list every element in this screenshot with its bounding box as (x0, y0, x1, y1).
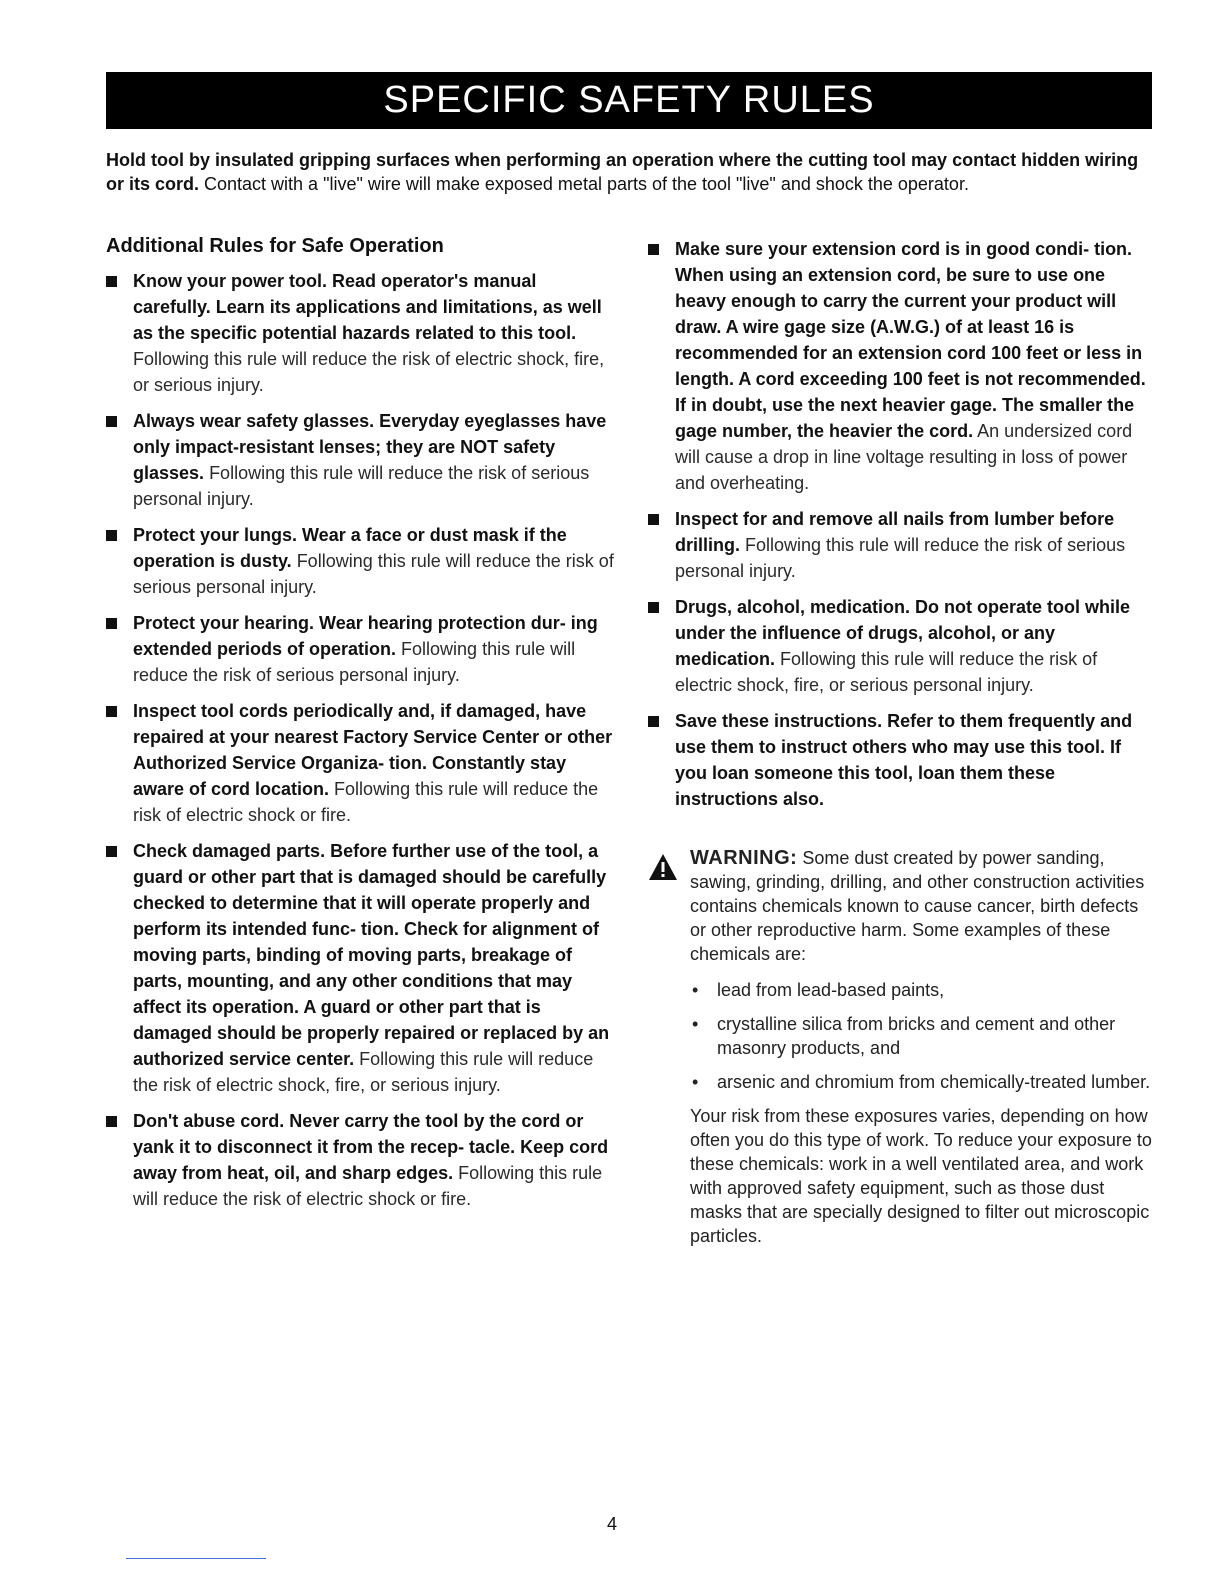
list-item (690, 1012, 1152, 1060)
list-item-text: crystalline silica from bricks and cement and other masonry products, and (717, 1014, 1116, 1058)
square-bullet-icon (648, 244, 659, 255)
left-column (106, 232, 614, 1222)
warning-triangle-icon (648, 852, 678, 882)
rule-item (106, 610, 614, 688)
page-title-banner (106, 72, 1152, 129)
square-bullet-icon (106, 706, 117, 717)
square-bullet-icon (106, 530, 117, 541)
rule-normal: Following this rule will reduce the risk of serious personal injury. (675, 535, 1126, 581)
rule-bold: Protect your lungs. Wear a face or dust mask if the operation is dusty. (133, 525, 567, 571)
rule-bold: Protect your hearing. Wear hearing protection dur- ing extended periods of operation. (133, 613, 598, 659)
rule-item (106, 838, 614, 1098)
section-heading: Additional Rules for Safe Operation (106, 235, 444, 257)
rule-item (648, 236, 1152, 496)
square-bullet-icon (648, 716, 659, 727)
rule-bold: Always wear safety glasses. Everyday eyeglasses have only impact-resistant lenses; they are NOT safety glasses. (133, 411, 607, 483)
square-bullet-icon (648, 514, 659, 525)
square-bullet-icon (106, 846, 117, 857)
right-column (648, 236, 1152, 1248)
rule-bold: Drugs, alcohol, medication. Do not operate tool while under the influence of drugs, alcohol, or any medication. (675, 597, 1131, 669)
rule-normal: Following this rule will reduce the risk of electric shock, fire, or serious injury. (133, 1049, 594, 1095)
rule-item (648, 594, 1152, 698)
rule-item (648, 506, 1152, 584)
rule-item (106, 268, 614, 398)
rule-normal: Following this rule will reduce the risk of serious personal injury. (133, 551, 614, 597)
list-item (690, 1070, 1152, 1094)
rule-item (106, 698, 614, 828)
rule-bold: Inspect tool cords periodically and, if damaged, have repaired at your nearest Factory Service Center or other Authorized Service Organiza- tion. Constantly stay aware of cord location. (133, 701, 613, 799)
warning-list (690, 978, 1152, 1094)
square-bullet-icon (106, 618, 117, 629)
dot-bullet-icon: • (692, 980, 699, 1000)
rule-bold: Make sure your extension cord is in good condi- tion. When using an extension cord, be sure to use one heavy enough to carry the current your product will draw. A wire gage size (A.W.G.) of at least 16 is recommended for an extension cord 100 feet or less in length. A cord exceeding 100 feet is not recommended. If in doubt, use the next heavier gage. The smaller the gage number, the heavier the cord. (675, 239, 1146, 441)
intro-paragraph (106, 148, 1146, 196)
rule-item (648, 708, 1152, 812)
square-bullet-icon (106, 1116, 117, 1127)
rule-normal: Following this rule will reduce the risk of electric shock, fire, or serious injury. (133, 349, 605, 395)
rule-item (106, 522, 614, 600)
square-bullet-icon (106, 276, 117, 287)
rule-bold: Don't abuse cord. Never carry the tool by the cord or yank it to disconnect it from the recep- tacle. Keep cord away from heat, oil, and sharp edges. (133, 1111, 609, 1183)
rule-normal: An undersized cord will cause a drop in line voltage resulting in loss of power and overheating. (675, 421, 1133, 493)
dot-bullet-icon: • (692, 1014, 699, 1034)
rule-bold: Inspect for and remove all nails from lumber before drilling. (675, 509, 1115, 555)
intro-bold: Hold tool by insulated gripping surfaces when performing an operation where the cutting tool may contact hidden wiring or its cord. (106, 150, 1139, 194)
rule-bold: Know your power tool. Read operator's manual carefully. Learn its applications and limitations, as well as the specific potential hazards related to this tool. (133, 271, 602, 343)
rule-normal: Following this rule will reduce the risk of electric shock or fire. (133, 779, 599, 825)
intro-normal: Contact with a "live" wire will make exposed metal parts of the tool "live" and shock the operator. (199, 174, 969, 194)
square-bullet-icon (648, 602, 659, 613)
rule-normal: Following this rule will reduce the risk of electric shock or fire. (133, 1163, 603, 1209)
list-item-text: arsenic and chromium from chemically-treated lumber. (717, 1072, 1151, 1092)
rule-item (106, 1108, 614, 1212)
rule-normal: Following this rule will reduce the risk of serious personal injury. (133, 639, 576, 685)
warning-closing: Your risk from these exposures varies, depending on how often you do this type of work. To reduce your exposure to these chemicals: work in a well ventilated area, and work with approved safety equipment, such as those dust masks that are specially designed to filter out microscopic particles. (690, 1106, 1152, 1246)
square-bullet-icon (106, 416, 117, 427)
rule-item (106, 408, 614, 512)
rule-bold: Check damaged parts. Before further use of the tool, a guard or other part that is damaged should be carefully checked to determine that it will operate properly and perform its intended func- tion. Check for alignment of moving parts, binding of moving parts, breakage of parts, mounting, and any other conditions that may affect its operation. A guard or other part that is damaged should be properly repaired or replaced by an authorized service center. (133, 841, 610, 1069)
warning-text: Some dust created by power sanding, sawing, grinding, drilling, and other construction activities contains chemicals known to cause cancer, birth defects or other reproductive harm. Some examples of these chemicals are: (690, 848, 1145, 964)
warning-label: WARNING: (690, 847, 798, 869)
page-title: SPECIFIC SAFETY RULES (383, 79, 875, 121)
list-item-text: lead from lead-based paints, (717, 980, 945, 1000)
footer-divider (126, 1558, 266, 1559)
page-number: 4 (606, 1514, 617, 1534)
rule-normal: Following this rule will reduce the risk of electric shock, fire, or serious personal injury. (675, 649, 1098, 695)
rule-bold: Save these instructions. Refer to them frequently and use them to instruct others who may use this tool. If you loan someone this tool, loan them these instructions also. (675, 711, 1133, 809)
rule-normal: Following this rule will reduce the risk of serious personal injury. (133, 463, 590, 509)
dot-bullet-icon: • (692, 1072, 699, 1092)
warning-block (648, 846, 1152, 1248)
list-item (690, 978, 1152, 1002)
